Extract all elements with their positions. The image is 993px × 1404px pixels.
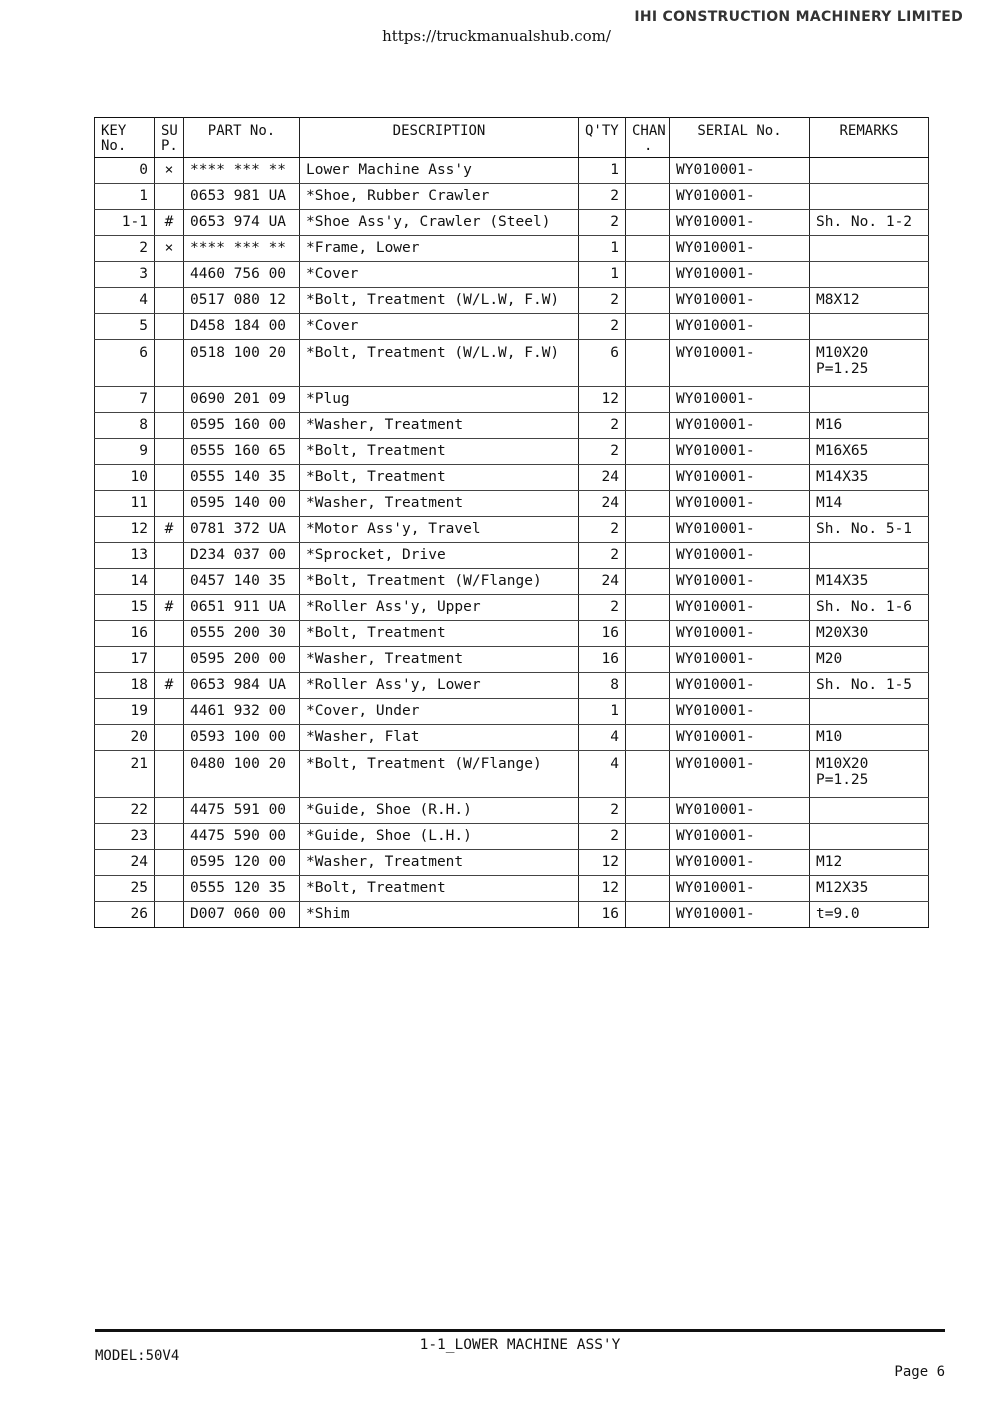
part-no-cell: 0651 911 UA [184,595,300,621]
serial-no-cell: WY010001- [670,850,810,876]
parts-table [94,117,929,928]
sup-cell [155,647,184,673]
key-cell: 9 [95,439,155,465]
qty-cell: 2 [579,798,626,824]
part-no-cell: **** *** ** [184,236,300,262]
chan-cell [626,439,670,465]
qty-cell: 2 [579,439,626,465]
key-cell: 20 [95,725,155,751]
serial-no-cell: WY010001- [670,751,810,798]
sup-cell [155,621,184,647]
part-no-cell: 0555 200 30 [184,621,300,647]
part-no-cell: 0457 140 35 [184,569,300,595]
table-row [95,751,929,798]
description-cell: *Cover [300,262,579,288]
part-no-cell: D458 184 00 [184,314,300,340]
table-row [95,699,929,725]
serial-no-cell: WY010001- [670,413,810,439]
part-no-cell: 4461 932 00 [184,699,300,725]
remarks-cell [810,798,929,824]
key-cell: 7 [95,387,155,413]
chan-cell [626,288,670,314]
key-cell: 4 [95,288,155,314]
qty-cell: 16 [579,647,626,673]
qty-cell: 24 [579,465,626,491]
sup-cell [155,340,184,387]
footer-divider [95,1329,945,1332]
description-cell: *Bolt, Treatment (W/Flange) [300,569,579,595]
part-no-cell: D234 037 00 [184,543,300,569]
key-cell: 1-1 [95,210,155,236]
sup-cell [155,798,184,824]
sup-cell [155,491,184,517]
key-cell: 19 [95,699,155,725]
qty-cell: 2 [579,517,626,543]
header-qty: Q'TY [579,118,626,158]
part-no-cell: 0593 100 00 [184,725,300,751]
table-row [95,262,929,288]
table-row [95,798,929,824]
table-row [95,465,929,491]
key-cell: 2 [95,236,155,262]
sup-cell: # [155,517,184,543]
description-cell: *Guide, Shoe (R.H.) [300,798,579,824]
part-no-cell: 0555 140 35 [184,465,300,491]
key-cell: 17 [95,647,155,673]
serial-no-cell: WY010001- [670,876,810,902]
description-cell: *Sprocket, Drive [300,543,579,569]
table-row [95,725,929,751]
sup-cell [155,876,184,902]
qty-cell: 2 [579,184,626,210]
key-cell: 14 [95,569,155,595]
sup-cell [155,824,184,850]
key-cell: 21 [95,751,155,798]
chan-cell [626,387,670,413]
description-cell: *Roller Ass'y, Lower [300,673,579,699]
table-row [95,236,929,262]
key-cell: 1 [95,184,155,210]
key-cell: 25 [95,876,155,902]
description-cell: *Bolt, Treatment [300,439,579,465]
key-cell: 5 [95,314,155,340]
part-no-cell: 0595 140 00 [184,491,300,517]
sup-cell [155,751,184,798]
qty-cell: 1 [579,699,626,725]
description-cell: *Washer, Treatment [300,413,579,439]
key-cell: 26 [95,902,155,928]
serial-no-cell: WY010001- [670,595,810,621]
chan-cell [626,413,670,439]
part-no-cell: 0517 080 12 [184,288,300,314]
chan-cell [626,210,670,236]
serial-no-cell: WY010001- [670,543,810,569]
description-cell: *Bolt, Treatment (W/L.W, F.W) [300,288,579,314]
serial-no-cell: WY010001- [670,184,810,210]
qty-cell: 2 [579,543,626,569]
key-cell: 0 [95,158,155,184]
serial-no-cell: WY010001- [670,673,810,699]
table-row [95,595,929,621]
serial-no-cell: WY010001- [670,647,810,673]
chan-cell [626,621,670,647]
remarks-cell [810,158,929,184]
description-cell: *Bolt, Treatment [300,465,579,491]
chan-cell [626,340,670,387]
description-cell: *Cover, Under [300,699,579,725]
sup-cell [155,413,184,439]
remarks-cell [810,824,929,850]
sup-cell: × [155,236,184,262]
table-row [95,413,929,439]
part-no-cell: 0595 160 00 [184,413,300,439]
table-row [95,491,929,517]
key-cell: 13 [95,543,155,569]
key-cell: 23 [95,824,155,850]
chan-cell [626,902,670,928]
table-row [95,902,929,928]
qty-cell: 2 [579,413,626,439]
table-row [95,439,929,465]
key-cell: 10 [95,465,155,491]
serial-no-cell: WY010001- [670,902,810,928]
chan-cell [626,725,670,751]
key-cell: 8 [95,413,155,439]
sup-cell [155,314,184,340]
description-cell: *Motor Ass'y, Travel [300,517,579,543]
sup-cell [155,465,184,491]
header-key-no: KEY No. [95,118,155,158]
serial-no-cell: WY010001- [670,621,810,647]
sup-cell: # [155,210,184,236]
sup-cell [155,902,184,928]
chan-cell [626,517,670,543]
table-row [95,340,929,387]
chan-cell [626,595,670,621]
table-row [95,387,929,413]
key-cell: 11 [95,491,155,517]
remarks-cell: M14X35 [810,465,929,491]
table-row [95,876,929,902]
chan-cell [626,824,670,850]
qty-cell: 4 [579,751,626,798]
description-cell: *Shoe Ass'y, Crawler (Steel) [300,210,579,236]
table-row [95,184,929,210]
remarks-cell: Sh. No. 1-5 [810,673,929,699]
remarks-cell: M16X65 [810,439,929,465]
sup-cell [155,288,184,314]
sup-cell: # [155,673,184,699]
chan-cell [626,850,670,876]
remarks-cell [810,262,929,288]
serial-no-cell: WY010001- [670,340,810,387]
sup-cell [155,262,184,288]
chan-cell [626,751,670,798]
header-part-no: PART No. [184,118,300,158]
header-description: DESCRIPTION [300,118,579,158]
description-cell: *Cover [300,314,579,340]
remarks-cell: M8X12 [810,288,929,314]
part-no-cell: 4475 591 00 [184,798,300,824]
sup-cell [155,699,184,725]
remarks-cell [810,314,929,340]
remarks-cell: Sh. No. 5-1 [810,517,929,543]
description-cell: *Shoe, Rubber Crawler [300,184,579,210]
table-row [95,314,929,340]
chan-cell [626,876,670,902]
remarks-cell: M16 [810,413,929,439]
remarks-cell: M14X35 [810,569,929,595]
description-cell: *Bolt, Treatment (W/L.W, F.W) [300,340,579,387]
serial-no-cell: WY010001- [670,314,810,340]
key-cell: 15 [95,595,155,621]
chan-cell [626,184,670,210]
qty-cell: 16 [579,621,626,647]
part-no-cell: 0653 981 UA [184,184,300,210]
chan-cell [626,236,670,262]
sup-cell [155,184,184,210]
description-cell: *Bolt, Treatment [300,876,579,902]
chan-cell [626,798,670,824]
remarks-cell: Sh. No. 1-6 [810,595,929,621]
remarks-cell: Sh. No. 1-2 [810,210,929,236]
table-row [95,850,929,876]
qty-cell: 12 [579,387,626,413]
serial-no-cell: WY010001- [670,288,810,314]
description-cell: *Washer, Flat [300,725,579,751]
table-row [95,517,929,543]
qty-cell: 4 [579,725,626,751]
description-cell: *Roller Ass'y, Upper [300,595,579,621]
page-number: Page 6 [894,1364,945,1380]
serial-no-cell: WY010001- [670,491,810,517]
remarks-cell: M12 [810,850,929,876]
description-cell: *Bolt, Treatment [300,621,579,647]
table-row [95,158,929,184]
serial-no-cell: WY010001- [670,158,810,184]
serial-no-cell: WY010001- [670,725,810,751]
description-cell: *Bolt, Treatment (W/Flange) [300,751,579,798]
part-no-cell: 0518 100 20 [184,340,300,387]
header-sup: SU P. [155,118,184,158]
remarks-cell [810,699,929,725]
table-row [95,210,929,236]
part-no-cell: 0653 984 UA [184,673,300,699]
model-label: MODEL:50V4 [95,1348,180,1364]
chan-cell [626,314,670,340]
table-row [95,569,929,595]
key-cell: 12 [95,517,155,543]
qty-cell: 2 [579,314,626,340]
qty-cell: 24 [579,569,626,595]
remarks-cell: M20X30 [810,621,929,647]
remarks-cell [810,387,929,413]
qty-cell: 2 [579,595,626,621]
description-cell: *Guide, Shoe (L.H.) [300,824,579,850]
serial-no-cell: WY010001- [670,439,810,465]
description-cell: *Washer, Treatment [300,850,579,876]
sup-cell [155,543,184,569]
chan-cell [626,647,670,673]
remarks-cell: M20 [810,647,929,673]
sup-cell [155,387,184,413]
remarks-cell: M12X35 [810,876,929,902]
source-url[interactable]: https://truckmanualshub.com/ [382,27,611,45]
sup-cell [155,439,184,465]
remarks-cell [810,184,929,210]
part-no-cell: **** *** ** [184,158,300,184]
header-remarks: REMARKS [810,118,929,158]
part-no-cell: 0653 974 UA [184,210,300,236]
key-cell: 6 [95,340,155,387]
remarks-cell: M14 [810,491,929,517]
sup-cell: # [155,595,184,621]
remarks-cell [810,543,929,569]
part-no-cell: 0555 160 65 [184,439,300,465]
description-cell: *Shim [300,902,579,928]
part-no-cell: 4460 756 00 [184,262,300,288]
description-cell: *Washer, Treatment [300,491,579,517]
qty-cell: 6 [579,340,626,387]
sup-cell [155,850,184,876]
serial-no-cell: WY010001- [670,262,810,288]
serial-no-cell: WY010001- [670,699,810,725]
section-title: 1-1_LOWER MACHINE ASS'Y [419,1337,621,1353]
chan-cell [626,699,670,725]
serial-no-cell: WY010001- [670,387,810,413]
description-cell: *Frame, Lower [300,236,579,262]
key-cell: 3 [95,262,155,288]
sup-cell [155,569,184,595]
remarks-cell: M10X20 P=1.25 [810,751,929,798]
header-chan: CHAN . [626,118,670,158]
table-row [95,621,929,647]
chan-cell [626,543,670,569]
key-cell: 18 [95,673,155,699]
chan-cell [626,673,670,699]
qty-cell: 12 [579,850,626,876]
qty-cell: 16 [579,902,626,928]
part-no-cell: 0690 201 09 [184,387,300,413]
qty-cell: 12 [579,876,626,902]
table-row [95,824,929,850]
remarks-cell: t=9.0 [810,902,929,928]
part-no-cell: 0595 120 00 [184,850,300,876]
table-row [95,647,929,673]
description-cell: Lower Machine Ass'y [300,158,579,184]
part-no-cell: 0480 100 20 [184,751,300,798]
part-no-cell: 4475 590 00 [184,824,300,850]
chan-cell [626,569,670,595]
remarks-cell: M10X20 P=1.25 [810,340,929,387]
description-cell: *Plug [300,387,579,413]
serial-no-cell: WY010001- [670,210,810,236]
company-brand: IHI CONSTRUCTION MACHINERY LIMITED [634,9,963,25]
serial-no-cell: WY010001- [670,798,810,824]
key-cell: 22 [95,798,155,824]
serial-no-cell: WY010001- [670,824,810,850]
remarks-cell: M10 [810,725,929,751]
qty-cell: 2 [579,288,626,314]
qty-cell: 1 [579,262,626,288]
sup-cell: × [155,158,184,184]
header-serial-no: SERIAL No. [670,118,810,158]
part-no-cell: 0555 120 35 [184,876,300,902]
part-no-cell: 0595 200 00 [184,647,300,673]
qty-cell: 8 [579,673,626,699]
chan-cell [626,158,670,184]
part-no-cell: 0781 372 UA [184,517,300,543]
table-row [95,543,929,569]
chan-cell [626,262,670,288]
remarks-cell [810,236,929,262]
qty-cell: 2 [579,824,626,850]
part-no-cell: D007 060 00 [184,902,300,928]
serial-no-cell: WY010001- [670,517,810,543]
qty-cell: 24 [579,491,626,517]
key-cell: 24 [95,850,155,876]
sup-cell [155,725,184,751]
qty-cell: 1 [579,236,626,262]
table-row [95,673,929,699]
chan-cell [626,465,670,491]
serial-no-cell: WY010001- [670,236,810,262]
key-cell: 16 [95,621,155,647]
chan-cell [626,491,670,517]
table-header-row [95,118,929,158]
serial-no-cell: WY010001- [670,465,810,491]
qty-cell: 2 [579,210,626,236]
serial-no-cell: WY010001- [670,569,810,595]
description-cell: *Washer, Treatment [300,647,579,673]
qty-cell: 1 [579,158,626,184]
table-row [95,288,929,314]
